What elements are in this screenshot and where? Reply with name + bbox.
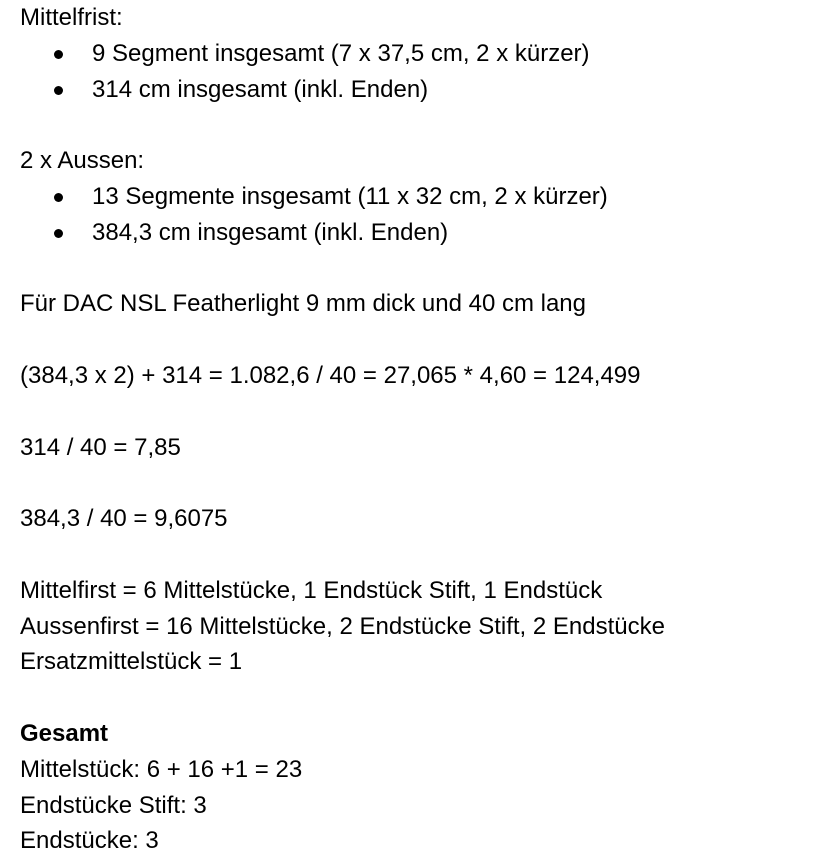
calculation-aussen: 384,3 / 40 = 9,6075 [20,505,228,533]
bullet-dot-icon [54,229,63,238]
spacer [20,394,830,430]
spacer [20,251,830,287]
bullet-dot-icon [54,50,63,59]
bullet-dot-icon [54,193,63,202]
aussen-bullet [20,179,830,215]
spacer [20,465,830,501]
gesamt-endstuecke: Endstücke: 3 [20,827,159,855]
aussen-heading: 2 x Aussen: [20,147,145,175]
calculation-total: (384,3 x 2) + 314 = 1.082,6 / 40 = 27,065 * 4,60 = 124,499 [20,361,641,389]
document-body [20,0,830,859]
calculation-mittel: 314 / 40 = 7,85 [20,433,181,461]
parts-mittelfirst: Mittelfirst = 6 Mittelstücke, 1 Endstück Stift, 1 Endstück [20,576,603,604]
mittelfrist-heading: Mittelfrist: [20,4,123,31]
mittelfrist-bullet [20,72,830,108]
spacer [20,322,830,358]
bullet-text: 384,3 cm insgesamt (inkl. Enden) [92,218,449,246]
aussen-bullet [20,215,830,251]
bullet-text: 314 cm insgesamt (inkl. Enden) [92,75,429,103]
parts-ersatz: Ersatzmittelstück = 1 [20,648,243,676]
spacer [20,680,830,716]
gesamt-mittelstueck: Mittelstück: 6 + 16 +1 = 23 [20,755,303,783]
gesamt-endstuecke-stift: Endstücke Stift: 3 [20,791,207,819]
bullet-dot-icon [54,86,63,95]
material-line: Für DAC NSL Featherlight 9 mm dick und 40 cm lang [20,290,587,318]
mittelfrist-bullet [20,36,830,72]
bullet-text: 13 Segmente insgesamt (11 x 32 cm, 2 x kürzer) [92,182,608,210]
spacer [20,537,830,573]
spacer [20,107,830,143]
gesamt-heading: Gesamt [20,719,109,747]
bullet-text: 9 Segment insgesamt (7 x 37,5 cm, 2 x kürzer) [92,39,590,67]
parts-aussenfirst: Aussenfirst = 16 Mittelstücke, 2 Endstücke Stift, 2 Endstücke [20,612,665,640]
